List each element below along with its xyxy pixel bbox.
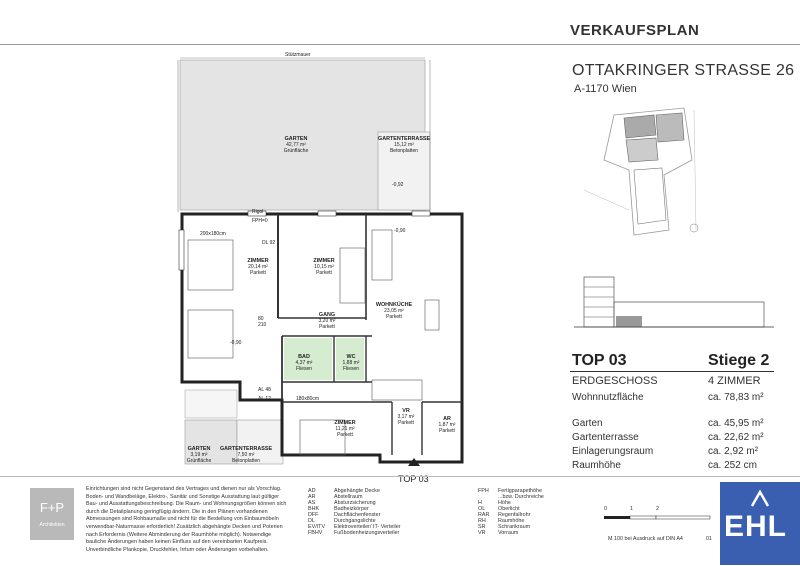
site-plan-thumbnail — [574, 100, 774, 240]
roof-icon — [750, 488, 770, 508]
disclaimer: Einrichtungen sind nicht Gegenstand des Vertrages und dienen nur als Vorschlag. Boden- und Wandbeläge, Elektro-, Sanitär und Sonstige Ausstattung laut gültiger Bau- und Ausstattungsbeschreibung. Die Raum- und Wohnungsgrößen können sich durch die Detailplanung geringfügig ändern. Die in den Plänen vorhandenen Abmessungen sind Rohbaumaße und nicht für die Bestellung von Einbaumöbeln verwendbar-Naturmasse erforderlich! Zusätzlich abgehängte Decken und Poterien nach Erfordernis (Weitere Abminderung der Raumhöhe möglich). Notwendige bauliche Änderungen haben keinen Einfluss auf den vereinbarten Kaufpreis. Unverbindliche Plankopie, Druckfehler, Irrtum oder Änderungen vorbehalten. — [86, 486, 287, 553]
detail-label: Gartenterrasse — [572, 432, 639, 443]
room-terrace: GARTENTERRASSE 15,12 m² Betonplatten — [378, 136, 431, 154]
floor-label: ERDGESCHOSS — [572, 375, 658, 387]
abbreviations-col1: AD Abgehängte Decke AR Abstellraum AS Absturzsicherung BHK Badheizkörper DFF Dachflächenfenster DL Durchgangslichte EV/ITV Elektroverteiler/ IT- Verteiler FBHV Fußbodenheizungsverteiler — [308, 488, 401, 536]
room-bedroom-3: ZIMMER 11,21 m² Parkett — [334, 420, 356, 438]
level-tag: -0,90 — [394, 228, 406, 234]
detail-value: ca. 22,62 m² — [708, 432, 764, 443]
detail-value: ca. 2,92 m² — [708, 446, 759, 457]
room-terrace-small: GARTENTERRASSE 7,50 m² Betonplatten — [219, 446, 273, 464]
living-area-label: Wohnnutzfläche — [572, 392, 644, 403]
abbreviations-col2: FPH Fertigparapethöhe ...bzw. Durchreiche H Höhe OL Oberlicht RAR Regenfallrohr RH Raumhöhe SR Schrankraum VR Vorraum — [478, 488, 544, 536]
section-thumbnail — [574, 272, 774, 332]
scale-tick: 2 — [656, 506, 659, 512]
plan-title: VERKAUFSPLAN — [570, 22, 700, 39]
room-hall: GANG 3,20 m² Parkett — [318, 312, 336, 330]
room-garden: GARTEN 42,77 m² Grünfläche — [283, 136, 309, 154]
level-tag: -0,92 — [392, 182, 404, 188]
room-wc: WC 1,88 m² Fliesen — [342, 354, 360, 372]
page-number: 01 — [706, 536, 712, 542]
rigol-tag: Rigol — [252, 209, 264, 215]
top-marker: TOP 03 — [398, 474, 429, 484]
room-vestibule: VR 3,17 m² Parkett — [397, 408, 415, 426]
shower-size-tag: 180x80cm — [296, 396, 320, 402]
detail-label: Raumhöhe — [572, 460, 621, 471]
unit-number: TOP 03 — [572, 352, 627, 369]
print-note: M 100 bei Ausdruck auf DIN A4 — [608, 536, 683, 542]
room-count: 4 ZIMMER — [708, 375, 761, 387]
detail-label: Einlagerungsraum — [572, 446, 654, 457]
detail-value: ca. 252 cm — [708, 460, 757, 471]
room-kitchen-living: WOHNKÜCHE 23,05 m² Parkett — [375, 302, 413, 320]
bed-size-tag: 200x180cm — [200, 231, 226, 237]
room-bedroom-1: ZIMMER 20,14 m² Parkett — [247, 258, 269, 276]
unit-divider — [570, 371, 774, 372]
room-bedroom-2: ZIMMER 10,15 m² Parkett — [313, 258, 335, 276]
door-height-tag: 210 — [258, 322, 267, 328]
city: A-1170 Wien — [574, 83, 637, 95]
scale-tick: 0 — [604, 506, 607, 512]
wall-tag: Stützmauer — [285, 52, 311, 58]
room-bath: BAD 4,37 m² Fliesen — [295, 354, 313, 372]
room-garden-small: GARTEN 3,19 m² Grünfläche — [186, 446, 212, 464]
fph-tag: FPH=0 — [252, 218, 268, 224]
door-width-tag: 80 — [258, 316, 264, 322]
ehl-logo: EHL — [720, 482, 800, 565]
scale-bar — [604, 514, 714, 522]
detail-label: Garten — [572, 418, 603, 429]
al-tag: AL 12 — [258, 396, 271, 402]
architect-logo: F+P Architekten — [30, 488, 74, 540]
dl-tag: DL 92 — [262, 240, 276, 246]
street-address: OTTAKRINGER STRASSE 26 — [572, 62, 795, 79]
room-storage: AR 1,87 m² Parkett — [438, 416, 456, 434]
scale-tick: 1 — [630, 506, 633, 512]
detail-value: ca. 45,95 m² — [708, 418, 764, 429]
stair-number: Stiege 2 — [708, 352, 770, 369]
living-area-value: ca. 78,83 m² — [708, 392, 764, 403]
al-tag: AL 48 — [258, 387, 271, 393]
level-tag: -0,90 — [230, 340, 242, 346]
